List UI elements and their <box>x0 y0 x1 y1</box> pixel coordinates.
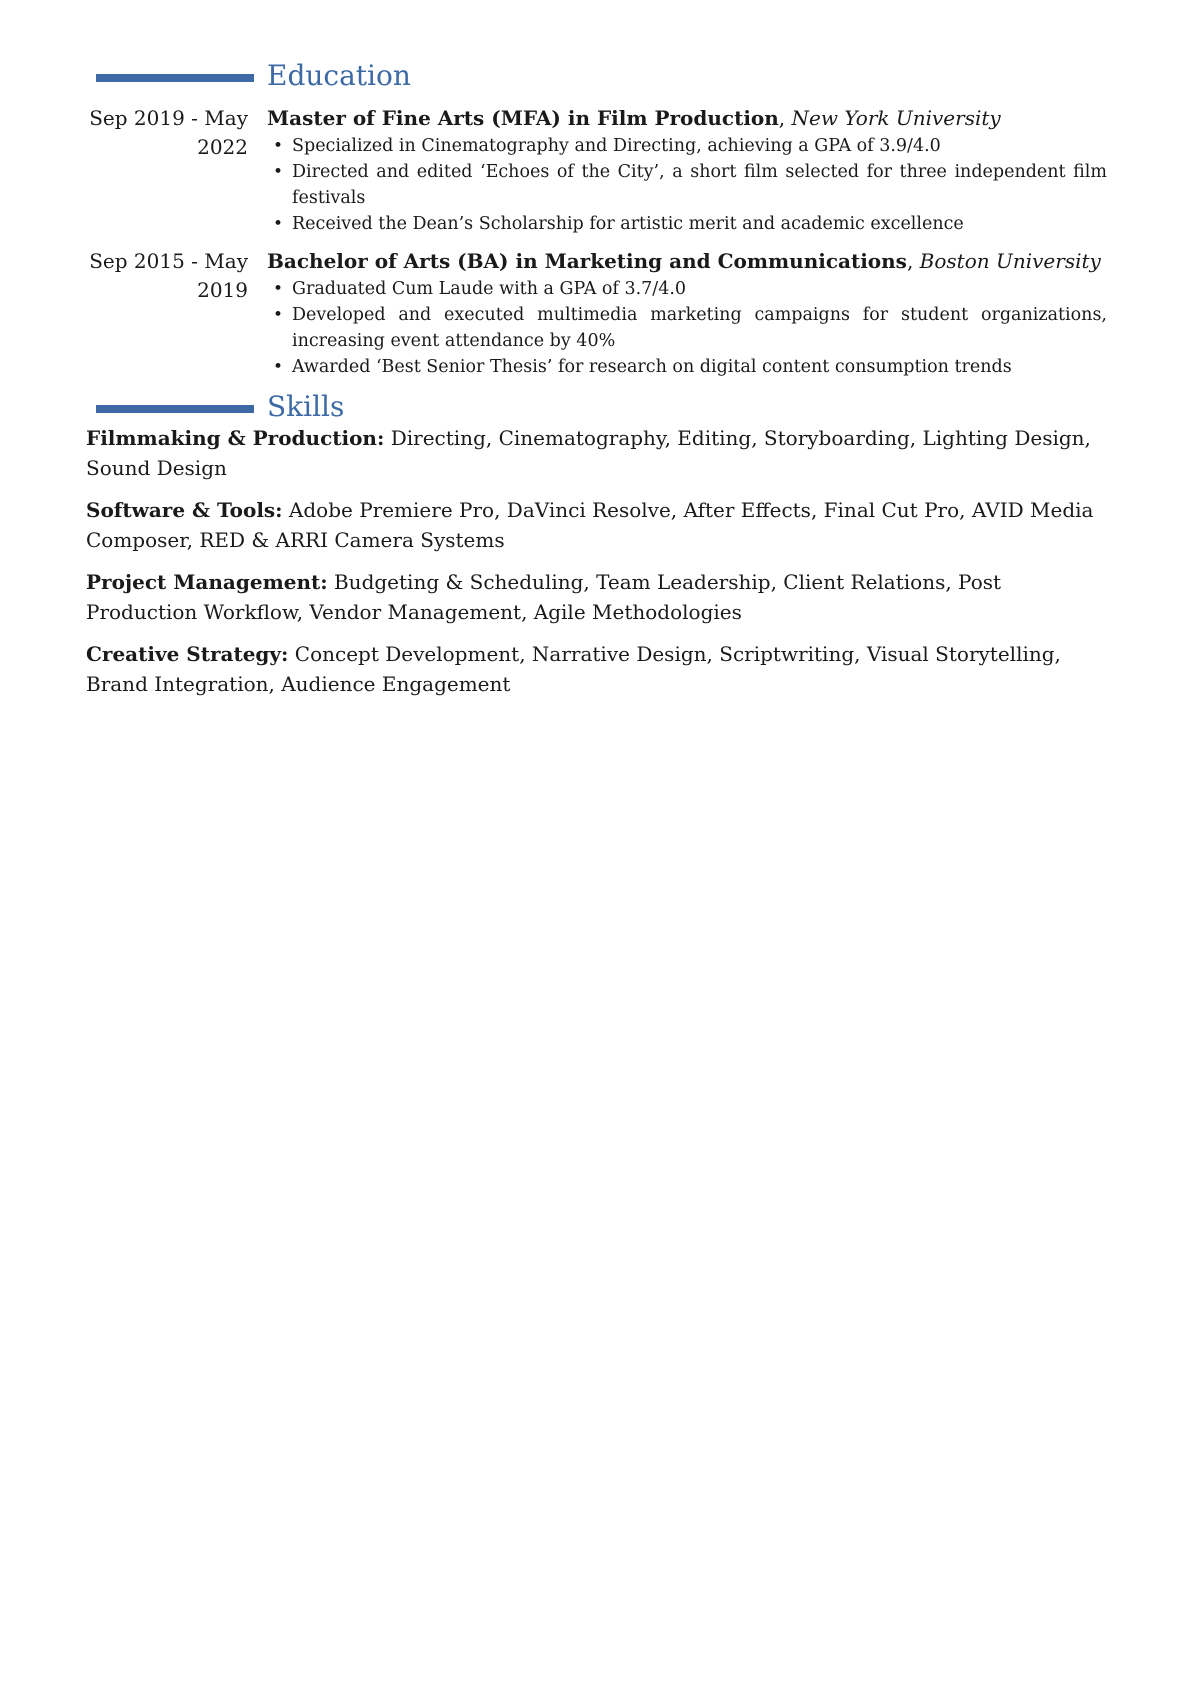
bullet-icon: • <box>273 305 284 325</box>
bullet-text: Awarded ‘Best Senior Thesis’ for research on digital content consumption trends <box>292 357 1012 377</box>
school-name: New York University <box>791 106 1001 130</box>
bullet-text: Directed and edited ‘Echoes of the City’, a short film selected for three independent film festivals <box>292 162 1107 208</box>
bullet-item <box>267 276 1107 302</box>
entry-date <box>80 247 248 305</box>
bullet-text: Developed and executed multimedia marketing campaigns for student organizations, increasing event attendance by 40% <box>292 305 1107 351</box>
entry-date-start: Sep 2015 - May <box>89 249 248 273</box>
school-name: Boston University <box>919 249 1101 273</box>
section-title-skills: Skills <box>267 390 345 423</box>
entry-date-start: Sep 2019 - May <box>89 106 248 130</box>
section-rule <box>96 74 254 82</box>
skill-row <box>86 495 1106 555</box>
bullet-item <box>267 211 1107 237</box>
skills-list <box>86 423 1106 711</box>
entry-body <box>267 104 1107 237</box>
bullet-list <box>267 133 1107 237</box>
education-section-header <box>0 60 1190 96</box>
bullet-item <box>267 302 1107 354</box>
bullet-text: Received the Dean’s Scholarship for artistic merit and academic excellence <box>292 214 964 234</box>
bullet-icon: • <box>273 162 284 182</box>
entry-date-end: 2019 <box>197 278 248 302</box>
entry-date <box>80 104 248 162</box>
skill-values: Concept Development, Narrative Design, Scriptwriting, Visual Storytelling, Brand Integration, Audience Engagement <box>86 642 1061 696</box>
bullet-item <box>267 354 1107 380</box>
entry-title-line <box>267 104 1107 133</box>
entry-date-end: 2022 <box>197 135 248 159</box>
bullet-text: Specialized in Cinematography and Directing, achieving a GPA of 3.9/4.0 <box>292 136 941 156</box>
entry-title-line <box>267 247 1107 276</box>
degree-title: Bachelor of Arts (BA) in Marketing and Communications <box>267 249 907 273</box>
bullet-text: Graduated Cum Laude with a GPA of 3.7/4.0 <box>292 279 687 299</box>
bullet-list <box>267 276 1107 380</box>
title-separator: , <box>906 249 914 273</box>
title-separator: , <box>778 106 786 130</box>
section-rule <box>96 405 254 413</box>
section-title-education: Education <box>267 59 411 92</box>
bullet-item <box>267 159 1107 211</box>
skill-row <box>86 423 1106 483</box>
entry-body <box>267 247 1107 380</box>
bullet-item <box>267 133 1107 159</box>
skill-category: Creative Strategy: <box>86 642 289 666</box>
skill-category: Software & Tools: <box>86 498 283 522</box>
bullet-icon: • <box>273 279 284 299</box>
skill-values: Adobe Premiere Pro, DaVinci Resolve, After Effects, Final Cut Pro, AVID Media Composer, RED & ARRI Camera Systems <box>86 498 1094 552</box>
skill-category: Filmmaking & Production: <box>86 426 385 450</box>
skill-row <box>86 567 1106 627</box>
skill-row <box>86 639 1106 699</box>
bullet-icon: • <box>273 136 284 156</box>
bullet-icon: • <box>273 357 284 377</box>
skill-values: Budgeting & Scheduling, Team Leadership, Client Relations, Post Production Workflow, Vendor Management, Agile Methodologies <box>86 570 1002 624</box>
degree-title: Master of Fine Arts (MFA) in Film Production <box>267 106 779 130</box>
skill-values: Directing, Cinematography, Editing, Storyboarding, Lighting Design, Sound Design <box>86 426 1091 480</box>
bullet-icon: • <box>273 214 284 234</box>
skill-category: Project Management: <box>86 570 328 594</box>
skills-section-header <box>0 391 1190 427</box>
